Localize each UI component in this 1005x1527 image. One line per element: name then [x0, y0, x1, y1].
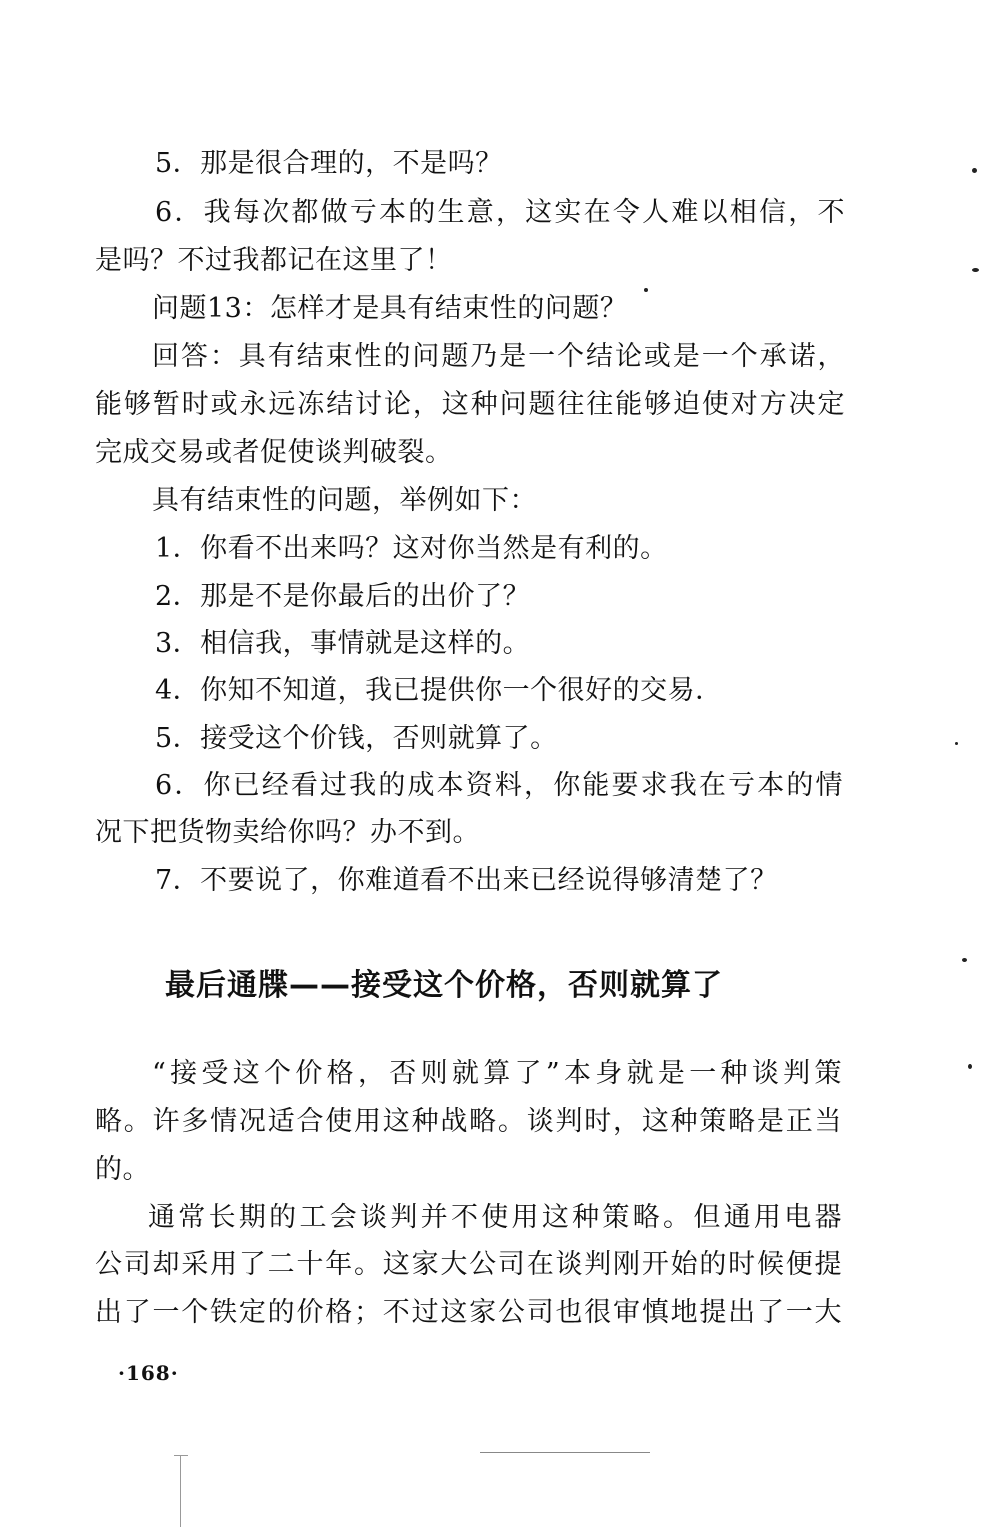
example-7: 7．不要说了，你难道看不出来已经说得够清楚了？	[155, 865, 778, 896]
section-para2-line1: 通常长期的工会谈判并不使用这种策略。但通用电器	[148, 1202, 842, 1233]
example-5: 5．接受这个价钱，否则就算了。	[155, 723, 558, 754]
example-6-line1: 6．你已经看过我的成本资料，你能要求我在亏本的情	[155, 770, 843, 801]
scan-speck	[972, 268, 979, 272]
example-3: 3．相信我，事情就是这样的。	[155, 628, 531, 659]
section-para1-line3: 的。	[95, 1154, 150, 1185]
scan-speck	[955, 742, 958, 745]
example-6-line2: 况下把货物卖给你吗？办不到。	[95, 817, 480, 848]
scan-rule	[180, 1455, 181, 1527]
question-13: 问题13：怎样才是具有结束性的问题？	[152, 293, 628, 324]
section-para1-line2: 略。许多情况适合使用这种战略。谈判时，这种策略是正当	[95, 1106, 842, 1137]
example-4: 4．你知不知道，我已提供你一个很好的交易．	[155, 675, 723, 706]
scan-speck	[968, 1064, 972, 1069]
scan-speck	[962, 958, 967, 962]
scan-rule	[174, 1455, 188, 1456]
list-item-6-loss-line2: 是吗？不过我都记在这里了！	[95, 245, 453, 276]
scan-speck	[972, 168, 977, 173]
section-para2-line2: 公司却采用了二十年。这家大公司在谈判刚开始的时候便提	[95, 1249, 842, 1280]
example-2: 2．那是不是你最后的出价了？	[155, 581, 531, 612]
example-1: 1．你看不出来吗？这对你当然是有利的。	[155, 533, 668, 564]
answer-line3: 完成交易或者促使谈判破裂。	[95, 437, 453, 468]
answer-line2: 能够暂时或永远冻结讨论，这种问题往往能够迫使对方决定	[95, 389, 845, 420]
scan-speck	[644, 288, 648, 292]
examples-intro: 具有结束性的问题，举例如下：	[152, 485, 537, 516]
list-item-6-loss-line1: 6．我每次都做亏本的生意，这实在令人难以相信，不	[155, 197, 845, 228]
list-item-5-reasonable: 5．那是很合理的，不是吗？	[155, 148, 503, 179]
page-number: ·168·	[118, 1361, 179, 1385]
scan-rule	[480, 1452, 650, 1453]
section-heading: 最后通牒——接受这个价格，否则就算了	[165, 968, 723, 1003]
section-para1-line1: “接受这个价格，否则就算了”本身就是一种谈判策	[152, 1058, 842, 1089]
section-para2-line3: 出了一个铁定的价格；不过这家公司也很审慎地提出了一大	[95, 1297, 842, 1328]
answer-line1: 回答：具有结束性的问题乃是一个结论或是一个承诺，	[152, 341, 845, 372]
